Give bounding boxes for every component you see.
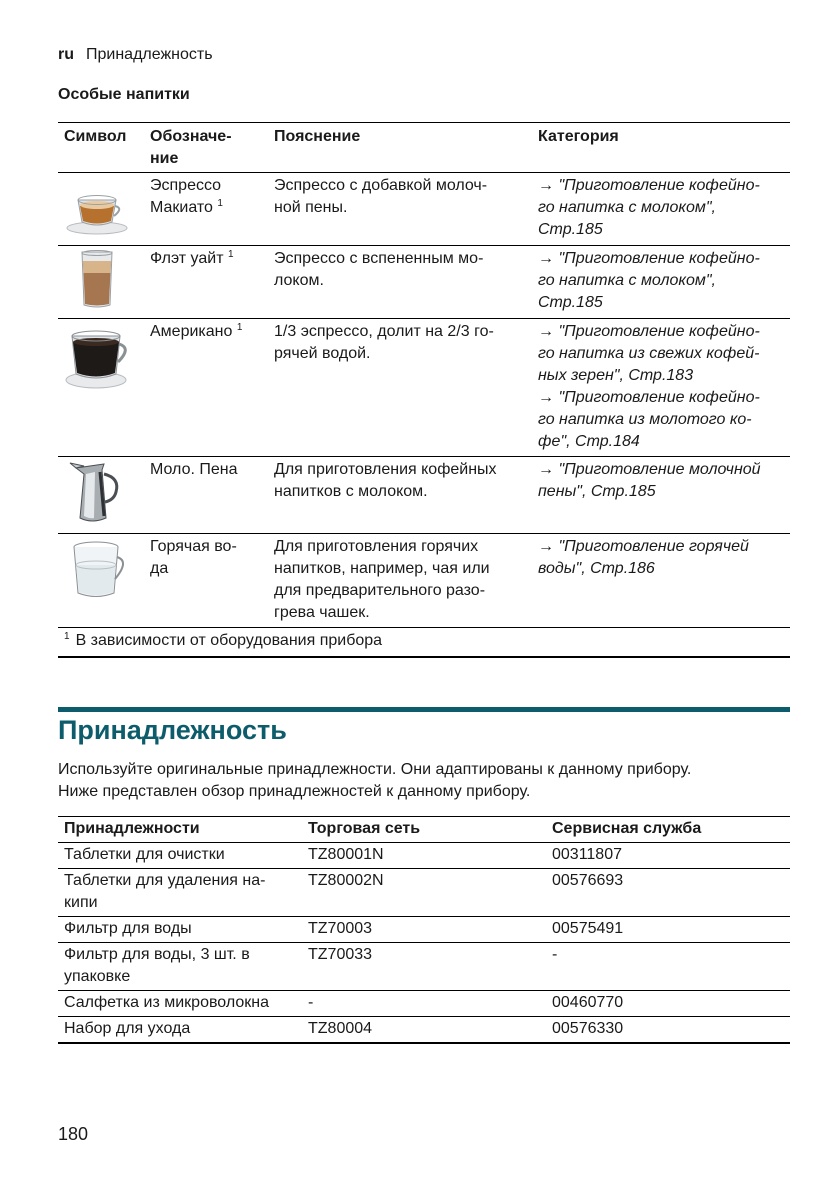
drink-category bbox=[532, 246, 790, 319]
accessory-name: Таблетки для очистки bbox=[64, 846, 225, 863]
drink-row bbox=[58, 457, 790, 534]
drinks-header-row bbox=[58, 123, 790, 173]
table-row bbox=[58, 1017, 790, 1044]
drink-name: Эспрессо Макиато bbox=[150, 177, 222, 216]
col-name: Обозначе- ние bbox=[150, 128, 232, 167]
service-code: 00576693 bbox=[552, 872, 624, 889]
drink-description: Эспрессо с вспененным мо- локом. bbox=[274, 250, 484, 289]
col-description: Пояснение bbox=[274, 128, 361, 145]
drink-description: Эспрессо с добавкой молоч- ной пены. bbox=[274, 177, 488, 216]
flat-white-icon bbox=[62, 249, 132, 311]
category-ref: → "Приготовление кофейно- го напитка из свежих кофей- ных зерен", Стр.183 bbox=[538, 323, 760, 384]
retail-code: TZ70033 bbox=[308, 946, 373, 963]
americano-icon bbox=[62, 322, 134, 392]
service-code: 00311807 bbox=[552, 846, 622, 863]
accessories-heading: Принадлежность bbox=[58, 715, 287, 745]
drinks-section-title: Особые напитки bbox=[58, 86, 190, 103]
accessory-name: Набор для ухода bbox=[64, 1020, 191, 1037]
accessories-intro: Используйте оригинальные принадлежности. Они адаптированы к данному прибору. Ниже представлен обзор принадлежностей к данному прибору. bbox=[58, 761, 692, 800]
drink-name: Горячая во- да bbox=[150, 538, 237, 577]
table-row bbox=[58, 917, 790, 943]
col-category: Категория bbox=[538, 128, 619, 145]
page-number: 180 bbox=[58, 1124, 89, 1144]
footnote bbox=[58, 628, 790, 658]
drink-row bbox=[58, 534, 790, 628]
drink-row bbox=[58, 173, 790, 246]
retail-code: TZ70003 bbox=[308, 920, 373, 937]
drink-description: Для приготовления горячих напитков, например, чая или для предварительного разо- грева чашек. bbox=[274, 538, 490, 621]
footnote-row bbox=[58, 628, 790, 658]
drink-row bbox=[58, 319, 790, 457]
table-row bbox=[58, 943, 790, 991]
category-ref: → "Приготовление горячей воды", Стр.186 bbox=[538, 538, 749, 577]
col-retail: Торговая сеть bbox=[308, 820, 421, 837]
drink-name: Американо bbox=[150, 323, 233, 340]
retail-code: - bbox=[308, 994, 314, 1011]
retail-code: TZ80004 bbox=[308, 1020, 373, 1037]
special-drinks-table bbox=[58, 122, 790, 658]
language-code: ru bbox=[58, 46, 74, 63]
drink-description: Для приготовления кофейных напитков с молоком. bbox=[274, 461, 497, 500]
drink-description: 1/3 эспрессо, долит на 2/3 го- рячей водой. bbox=[274, 323, 494, 362]
col-service: Сервисная служба bbox=[552, 820, 702, 837]
drink-row bbox=[58, 246, 790, 319]
accessory-name: Фильтр для воды bbox=[64, 920, 192, 937]
drink-name: Флэт уайт bbox=[150, 250, 224, 267]
drink-category bbox=[532, 173, 790, 246]
accessories-header-row bbox=[58, 817, 790, 843]
espresso-macchiato-icon bbox=[62, 176, 132, 238]
accessory-name: Салфетка из микроволокна bbox=[64, 994, 269, 1011]
service-code: 00460770 bbox=[552, 994, 624, 1011]
accessory-name: Таблетки для удаления на- кипи bbox=[64, 872, 266, 911]
category-ref: → "Приготовление кофейно- го напитка с молоком", Стр.185 bbox=[538, 250, 760, 311]
col-accessory: Принадлежности bbox=[64, 820, 200, 837]
retail-code: TZ80002N bbox=[308, 872, 384, 889]
page-header bbox=[58, 46, 213, 64]
glass-cup-icon bbox=[62, 537, 132, 603]
drink-category bbox=[532, 457, 790, 534]
footnote-ref: 1 bbox=[236, 322, 243, 333]
col-symbol: Символ bbox=[64, 128, 127, 145]
drink-category bbox=[532, 319, 790, 457]
drink-category bbox=[532, 534, 790, 628]
header-title: Принадлежность bbox=[86, 46, 213, 63]
service-code: 00575491 bbox=[552, 920, 624, 937]
milk-pitcher-icon bbox=[62, 460, 132, 526]
footnote-text: В зависимости от оборудования прибора bbox=[75, 632, 383, 649]
category-ref: → "Приготовление кофейно- го напитка из молотого ко- фе", Стр.184 bbox=[538, 389, 760, 450]
table-row bbox=[58, 869, 790, 917]
category-ref: → "Приготовление молочной пены", Стр.185 bbox=[538, 461, 761, 500]
service-code: 00576330 bbox=[552, 1020, 624, 1037]
accessory-name: Фильтр для воды, 3 шт. в упаковке bbox=[64, 946, 250, 985]
retail-code: TZ80001N bbox=[308, 846, 384, 863]
table-row bbox=[58, 991, 790, 1017]
footnote-mark: 1 bbox=[64, 631, 70, 642]
table-row bbox=[58, 843, 790, 869]
footnote-ref: 1 bbox=[217, 198, 223, 209]
category-ref: → "Приготовление кофейно- го напитка с молоком", Стр.185 bbox=[538, 177, 760, 238]
accessories-table bbox=[58, 816, 790, 1044]
drink-name: Моло. Пена bbox=[150, 461, 238, 478]
service-code: - bbox=[552, 946, 558, 963]
footnote-ref: 1 bbox=[228, 249, 234, 260]
